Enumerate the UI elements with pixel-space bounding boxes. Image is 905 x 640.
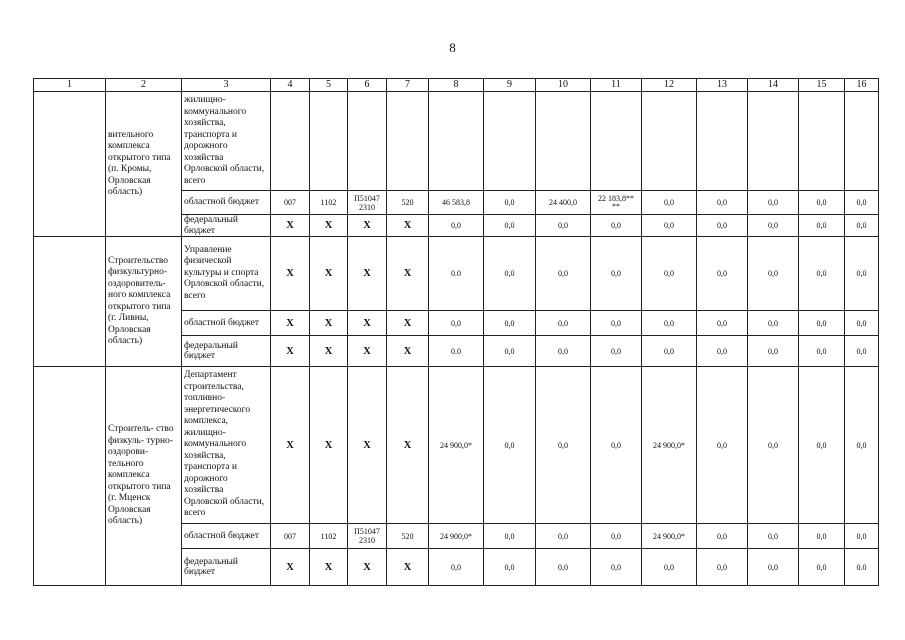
value-cell: 007	[271, 524, 310, 549]
value-cell: 007	[271, 191, 310, 215]
value-cell: 0,0	[799, 237, 845, 311]
value-cell: X	[271, 215, 310, 237]
budget-label: областной бюджет	[182, 524, 271, 549]
value-cell: 0,0	[697, 549, 748, 586]
value-cell: X	[387, 237, 429, 311]
value-cell: 0,0	[697, 524, 748, 549]
value-cell: 0,0	[536, 237, 591, 311]
value-cell: 0,0	[591, 311, 642, 336]
value-cell: 0,0	[591, 367, 642, 524]
value-cell: X	[348, 367, 387, 524]
value-cell: 0,0	[642, 191, 697, 215]
value-cell: X	[310, 549, 348, 586]
value-cell: 0,0	[845, 524, 879, 549]
value-cell: 0,0	[697, 336, 748, 367]
value-cell: 0,0	[845, 367, 879, 524]
col-num: 2	[106, 79, 182, 92]
value-cell: 0,0	[799, 549, 845, 586]
value-cell: 24 900,0*	[642, 367, 697, 524]
value-cell: 0,0	[748, 311, 799, 336]
table-row	[34, 237, 879, 311]
value-cell: X	[271, 549, 310, 586]
value-cell: 0,0	[536, 215, 591, 237]
value-cell: 0,0	[591, 237, 642, 311]
value-cell: 0.0	[429, 336, 484, 367]
value-cell: 0,0	[536, 336, 591, 367]
value-cell: 0,0	[591, 549, 642, 586]
value-cell: 0,0	[845, 336, 879, 367]
budget-label: федеральный бюджет	[182, 215, 271, 237]
value-cell: 0.0	[845, 549, 879, 586]
value-cell: X	[310, 311, 348, 336]
value-cell	[591, 191, 642, 215]
value-cell: 0,0	[845, 311, 879, 336]
budget-table	[33, 78, 879, 586]
value-cell: X	[310, 215, 348, 237]
value-cell: 0,0	[748, 237, 799, 311]
value-cell: 0,0	[536, 311, 591, 336]
footnote-mark: **	[612, 201, 620, 211]
value-cell: X	[348, 549, 387, 586]
value-cell: 0,0	[697, 215, 748, 237]
value-cell: X	[387, 215, 429, 237]
value-cell: 0,0	[591, 336, 642, 367]
col-num: 16	[845, 79, 879, 92]
value-cell: 0.0	[429, 237, 484, 311]
col-num: 12	[642, 79, 697, 92]
table-row	[34, 367, 879, 524]
value-cell: 0,0	[748, 336, 799, 367]
value-cell: 0,0	[697, 367, 748, 524]
col-num: 1	[34, 79, 106, 92]
object-name: Строитель- ство физкуль- турно- оздорови- тельного комплекса открытого типа (г. Мценск Орловская область)	[106, 367, 182, 586]
value-cell: 0,0	[484, 549, 536, 586]
row-number-cell	[34, 367, 106, 586]
value-cell: 1102	[310, 191, 348, 215]
value-cell: 0,0	[536, 524, 591, 549]
col-num: 13	[697, 79, 748, 92]
budget-label: федеральный бюджет	[182, 549, 271, 586]
value-cell: X	[310, 336, 348, 367]
value-cell: П51047 2310	[348, 524, 387, 549]
value-cell: 0,0	[697, 311, 748, 336]
value-cell: 0,0	[429, 549, 484, 586]
value-cell: X	[387, 549, 429, 586]
col-num: 5	[310, 79, 348, 92]
value-cell: 0,0	[748, 191, 799, 215]
value-cell: 0,0	[642, 311, 697, 336]
value-cell: X	[271, 311, 310, 336]
value-cell: 0,0	[642, 237, 697, 311]
value-cell: X	[310, 237, 348, 311]
value-cell: 0,0	[536, 367, 591, 524]
executor-label: жилищно- коммунального хозяйства, транспорта и дорожного хозяйства Орловской области, всего	[182, 92, 271, 191]
value-cell: X	[271, 336, 310, 367]
value-cell: 0,0	[429, 311, 484, 336]
value-cell: 0,0	[799, 311, 845, 336]
value-cell: 0,0	[484, 524, 536, 549]
value-cell: 0,0	[748, 524, 799, 549]
col-num: 10	[536, 79, 591, 92]
value-cell: 0,0	[799, 524, 845, 549]
value-cell: 0,0	[845, 215, 879, 237]
value-cell: 24 400,0	[536, 191, 591, 215]
value-cell: X	[348, 237, 387, 311]
object-name: вительного комплекса открытого типа (п. Кромы, Орловская область)	[106, 92, 182, 237]
page-number: 8	[449, 40, 456, 55]
value-cell: X	[271, 237, 310, 311]
value-cell: 520	[387, 524, 429, 549]
value-cell: 1102	[310, 524, 348, 549]
value-cell: 24 900,0*	[429, 524, 484, 549]
value-cell: 0,0	[429, 215, 484, 237]
value-cell: X	[310, 367, 348, 524]
value-cell: 0,0	[748, 367, 799, 524]
col-num: 9	[484, 79, 536, 92]
executor-label: Департамент строительства, топливно- энергетического комплекса, жилищно- коммунального хозяйства, транспорта и дорожного хозяйства Орловской области, всего	[182, 367, 271, 524]
value-cell: 0,0	[799, 191, 845, 215]
value-cell: 0,0	[642, 215, 697, 237]
column-number-row	[34, 79, 879, 92]
value-cell: 0,0	[799, 367, 845, 524]
value-cell: 0,0	[697, 191, 748, 215]
object-name: Строительство физкультурно- оздоровитель- ного комплекса открытого типа (г. Ливны, Орловская область)	[106, 237, 182, 367]
col-num: 6	[348, 79, 387, 92]
row-number-cell	[34, 92, 106, 237]
value-cell: X	[348, 215, 387, 237]
value-cell: 0,0	[845, 237, 879, 311]
value-cell: 46 583,8	[429, 191, 484, 215]
value-cell: 0,0	[748, 549, 799, 586]
value-cell: 0,0	[799, 215, 845, 237]
budget-label: областной бюджет	[182, 311, 271, 336]
value-cell: 520	[387, 191, 429, 215]
value-cell: 0,0	[484, 367, 536, 524]
value-cell: 0,0	[484, 237, 536, 311]
value-cell: X	[387, 336, 429, 367]
value-cell: 0,0	[642, 549, 697, 586]
value-cell: 0,0	[591, 524, 642, 549]
value-cell: 0,0	[845, 191, 879, 215]
value-cell: 0,0	[536, 549, 591, 586]
value-cell: 24 900,0*	[642, 524, 697, 549]
table-row	[34, 92, 879, 191]
col-num: 8	[429, 79, 484, 92]
col-num: 3	[182, 79, 271, 92]
value-cell: П51047 2310	[348, 191, 387, 215]
value-cell: 24 900,0*	[429, 367, 484, 524]
footnote-value: 22 183,8**	[598, 193, 634, 203]
value-cell: 0,0	[642, 336, 697, 367]
value-cell: X	[387, 367, 429, 524]
col-num: 11	[591, 79, 642, 92]
value-cell: 0,0	[484, 311, 536, 336]
value-cell: 0,0	[748, 215, 799, 237]
row-number-cell	[34, 237, 106, 367]
value-cell: 0,0	[484, 336, 536, 367]
value-cell: 0,0	[484, 191, 536, 215]
value-cell: 0,0	[697, 237, 748, 311]
value-cell: X	[348, 311, 387, 336]
value-cell: X	[271, 367, 310, 524]
budget-label: областной бюджет	[182, 191, 271, 215]
col-num: 7	[387, 79, 429, 92]
col-num: 4	[271, 79, 310, 92]
value-cell: X	[387, 311, 429, 336]
col-num: 14	[748, 79, 799, 92]
value-cell: 0,0	[484, 215, 536, 237]
value-cell: X	[348, 336, 387, 367]
value-cell: 0,0	[799, 336, 845, 367]
col-num: 15	[799, 79, 845, 92]
budget-label: федеральный бюджет	[182, 336, 271, 367]
value-cell: 0,0	[591, 215, 642, 237]
executor-label: Управление физической культуры и спорта Орловской области, всего	[182, 237, 271, 311]
